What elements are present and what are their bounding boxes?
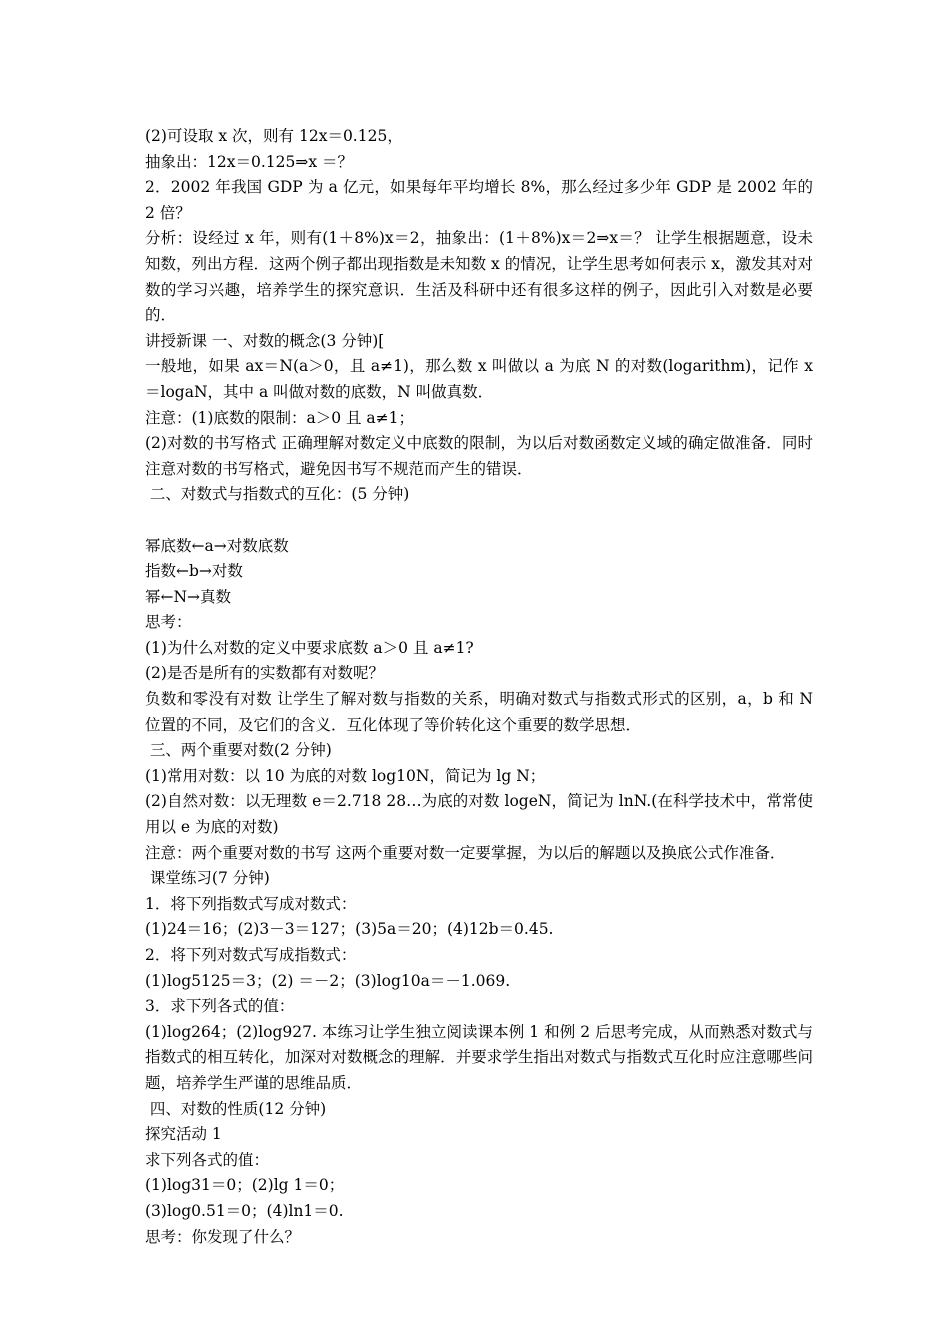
document-body xyxy=(145,124,813,1250)
text-line: 3．求下列各式的值： xyxy=(145,997,295,1016)
text-line: 求下列各式的值： xyxy=(145,1150,270,1169)
text-line: (2)是否是所有的实数都有对数呢？ xyxy=(145,664,384,683)
text-paragraph: 负数和零没有对数 让学生了解对数与指数的关系，明确对数式与指数式形式的区别，a，b 和 N 位置的不同，及它们的含义．互化体现了等价转化这个重要的数学思想． xyxy=(145,690,813,734)
text-line: (3)log0.51＝0；(4)ln1＝0. xyxy=(145,1201,344,1220)
text-paragraph: (1)log264；(2)log927. 本练习让学生独立阅读课本例 1 和例 2 后思考完成，从而熟悉对数式与指数式的相互转化，加深对对数概念的理解．并要求学生指出对数式与指数式互化时应注意哪些问题，培养学生严谨的思维品质． xyxy=(145,1022,813,1092)
text-line: 幂底数←a→对数底数 xyxy=(145,536,289,555)
text-paragraph: 分析：设经过 x 年，则有(1＋8%)x＝2，抽象出：(1＋8%)x＝2⇒x＝？ 让学生根据题意，设未知数，列出方程．这两个例子都出现指数是未知数 x 的情况，让学生思考如何表示 x，激发其对对数的学习兴趣，培养学生的探究意识．生活及科研中还有很多这样的例子，因此引入对数是必要的． xyxy=(145,229,813,325)
text-line: 幂←N→真数 xyxy=(145,587,232,606)
text-paragraph: (2)对数的书写格式 正确理解对数定义中底数的限制，为以后对数函数定义域的确定做准备．同时注意对数的书写格式，避免因书写不规范而产生的错误． xyxy=(145,434,813,478)
text-line: 2．将下列对数式写成指数式： xyxy=(145,946,357,964)
text-line: 抽象出：12x＝0.125⇒x ＝？ xyxy=(145,152,353,171)
text-line: 思考： xyxy=(145,613,192,632)
text-line: (1)常用对数：以 10 为底的对数 log10N，简记为 lg N； xyxy=(145,766,546,785)
text-line: 指数←b→对数 xyxy=(145,562,243,581)
text-line: (1)为什么对数的定义中要求底数 a＞0 且 a≠1? xyxy=(145,638,474,657)
section-heading: 二、对数式与指数式的互化：(5 分钟) xyxy=(145,485,410,504)
section-heading: 三、两个重要对数(2 分钟) xyxy=(145,741,332,760)
text-paragraph: (2)自然对数：以无理数 e＝2.718 28…为底的对数 logeN，简记为 lnN.(在科学技术中，常常使用以 e 为底的对数) xyxy=(145,792,813,837)
text-line: (2)可设取 x 次，则有 12x＝0.125， xyxy=(145,127,403,145)
text-paragraph: 2．2002 年我国 GDP 为 a 亿元，如果每年平均增长 8%，那么经过多少年 GDP 是 2002 年的 2 倍？ xyxy=(145,178,813,222)
text-line: 1．将下列指数式写成对数式： xyxy=(145,894,357,913)
text-line: (1)24＝16；(2)3－3＝127；(3)5a＝20；(4)12b＝0.45. xyxy=(145,920,554,939)
section-heading: 课堂练习(7 分钟) xyxy=(145,869,270,888)
text-line: 思考：你发现了什么？ xyxy=(145,1227,301,1246)
text-line: (1)log5125＝3；(2) ＝－2；(3)log10a＝－1.069. xyxy=(145,971,511,990)
blank-line xyxy=(145,508,813,534)
text-line: 探究活动 1 xyxy=(145,1125,222,1144)
text-line: (1)log31＝0；(2)lg 1＝0； xyxy=(145,1176,345,1195)
section-heading: 讲授新课 一、对数的概念(3 分钟)[ xyxy=(145,331,385,350)
section-heading: 四、对数的性质(12 分钟) xyxy=(145,1099,327,1118)
text-line: 注意：(1)底数的限制：a＞0 且 a≠1； xyxy=(145,408,415,427)
text-paragraph: 一般地，如果 ax＝N(a＞0，且 a≠1)，那么数 x 叫做以 a 为底 N 的对数(logarithm)，记作 x＝logaN，其中 a 叫做对数的底数，N 叫做真数． xyxy=(145,357,813,401)
text-paragraph: 注意：两个重要对数的书写 这两个重要对数一定要掌握，为以后的解题以及换底公式作准备． xyxy=(145,843,786,862)
